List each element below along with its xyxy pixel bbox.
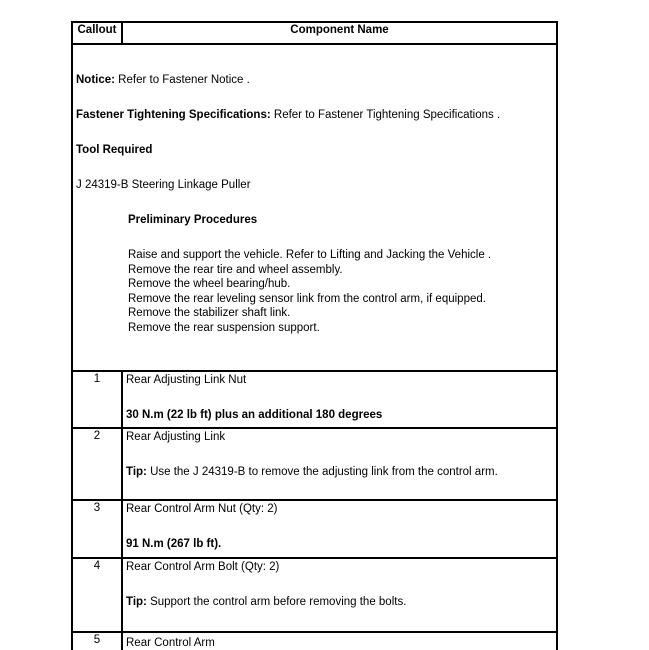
tip-text: Use the J 24319-B to remove the adjusting link from the control arm. <box>146 466 498 478</box>
notice-text: Refer to Fastener Notice . <box>114 74 250 86</box>
tool-name: J 24319-B Steering Linkage Puller <box>76 179 251 191</box>
preliminary-procedures-title: Preliminary Procedures <box>128 214 258 226</box>
table-row <box>72 632 557 650</box>
preliminary-procedures-block <box>128 213 552 335</box>
callout-number: 5 <box>72 632 122 650</box>
callout-number: 1 <box>72 371 122 428</box>
tool-required-heading: Tool Required <box>76 144 153 156</box>
fastener-spec-paragraph <box>76 108 552 123</box>
tip-label: Tip: <box>126 466 147 478</box>
fastener-spec-label: Fastener Tightening Specifications: <box>76 109 271 121</box>
preliminary-step: Remove the stabilizer shaft link. <box>128 307 291 319</box>
table-row <box>72 558 557 632</box>
table-row <box>72 428 557 500</box>
table-header-row <box>72 22 557 44</box>
component-name: Rear Adjusting Link Nut <box>126 374 247 386</box>
component-name: Rear Control Arm Bolt (Qty: 2) <box>126 561 280 573</box>
notice-paragraph <box>76 73 552 88</box>
torque-spec: 30 N.m (22 lb ft) plus an additional 180 degrees <box>126 409 383 421</box>
component-name-column-header: Component Name <box>122 22 557 44</box>
intro-cell <box>72 44 557 371</box>
callout-column-header: Callout <box>72 22 122 44</box>
fastener-spec-text: Refer to Fastener Tightening Specifications . <box>270 109 501 121</box>
preliminary-step: Remove the wheel bearing/hub. <box>128 278 291 290</box>
notice-label: Notice: <box>76 74 115 86</box>
tip-line <box>126 595 552 610</box>
component-cell <box>122 558 557 632</box>
preliminary-step: Remove the rear suspension support. <box>128 321 320 334</box>
component-cell <box>122 632 557 650</box>
intro-row <box>72 44 557 371</box>
component-cell <box>122 500 557 558</box>
preliminary-step: Raise and support the vehicle. Refer to Lifting and Jacking the Vehicle . <box>128 249 492 261</box>
callout-number: 2 <box>72 428 122 500</box>
tip-text: Support the control arm before removing the bolts. <box>146 596 407 608</box>
preliminary-step: Remove the rear tire and wheel assembly. <box>128 263 343 276</box>
callout-number: 3 <box>72 500 122 558</box>
tip-line <box>126 465 552 480</box>
component-cell <box>122 371 557 428</box>
table-row <box>72 500 557 558</box>
component-name: Rear Adjusting Link <box>126 431 226 443</box>
component-name: Rear Control Arm <box>126 636 215 649</box>
torque-spec: 91 N.m (267 lb ft). <box>126 538 222 550</box>
component-name: Rear Control Arm Nut (Qty: 2) <box>126 503 278 515</box>
preliminary-step: Remove the rear leveling sensor link from the control arm, if equipped. <box>128 292 486 305</box>
component-cell <box>122 428 557 500</box>
callout-number: 4 <box>72 558 122 632</box>
tip-label: Tip: <box>126 596 147 608</box>
component-table <box>71 21 558 650</box>
table-row <box>72 371 557 428</box>
